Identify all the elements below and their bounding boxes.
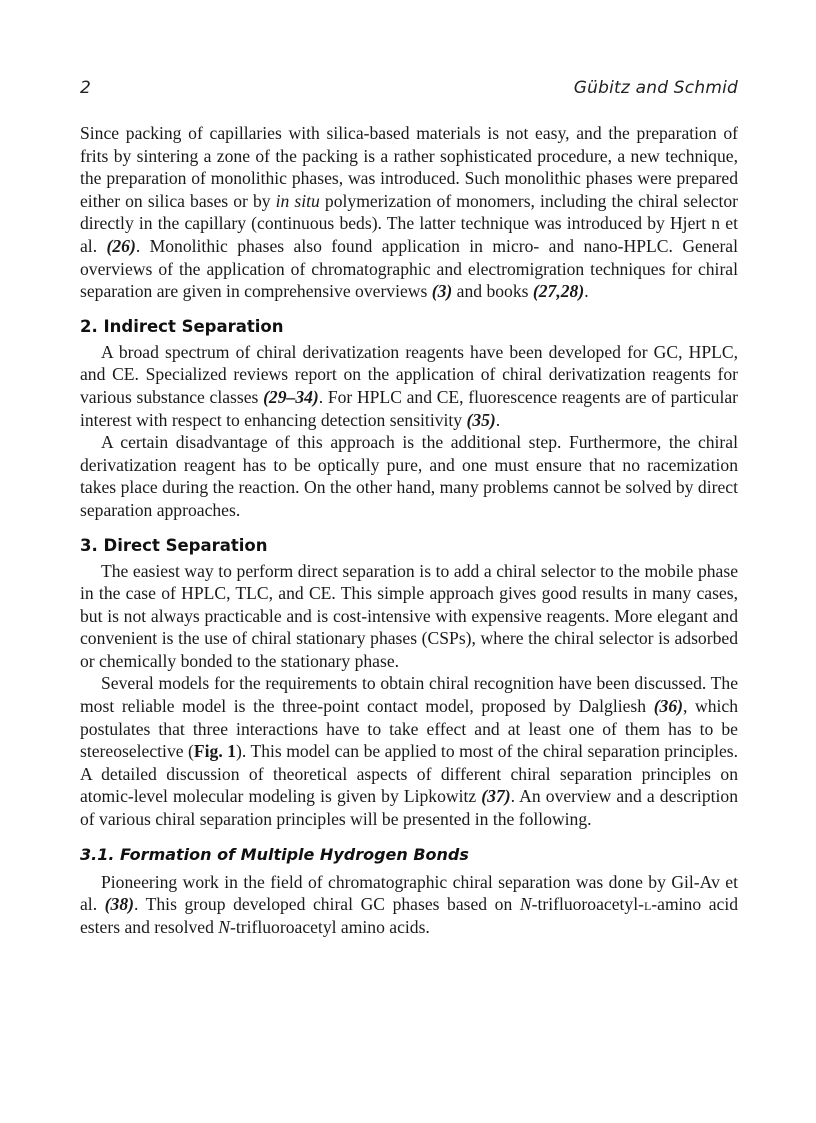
text-run: . Monolithic phases also found application in micro- and nano-HPLC. General overviews of the application of chromatographic and electromigration techniques for chiral separation are given in comprehensive overviews bbox=[80, 235, 738, 302]
text-run: polymerization of monomers, including the chiral selector directly in the capillary (continuous beds). The latter technique was introduced by Hjert n et al. bbox=[80, 190, 738, 256]
citation-ref: (27,28) bbox=[532, 281, 585, 302]
figure-ref: Fig. 1 bbox=[193, 741, 237, 762]
text-run: ). This model can be applied to most of the chiral separation principles. A detailed discussion of theoretical aspects of different chiral separation principles on atomic-level molecular modeling is given by Lipkowitz bbox=[80, 741, 739, 807]
text-run: . bbox=[495, 409, 501, 430]
subsection-heading-hydrogen-bonds: 3.1. Formation of Multiple Hydrogen Bonds bbox=[80, 844, 469, 864]
text-run: A broad spectrum of chiral derivatization reagents have been developed for GC, HPLC, and CE. Specialized reviews report on the application of chiral derivatization reagents for various substance classes bbox=[80, 341, 738, 407]
citation-ref: (37) bbox=[481, 786, 511, 807]
text-run: Several models for the requirements to obtain chiral recognition have been discussed. The most reliable model is the three-point contact model, proposed by Dalgliesh bbox=[80, 673, 738, 717]
section3-paragraph-2 bbox=[80, 672, 738, 830]
intro-paragraph bbox=[80, 122, 738, 303]
citation-ref: (38) bbox=[104, 894, 134, 915]
running-header bbox=[80, 78, 738, 106]
text-run: and books bbox=[452, 281, 533, 302]
document-page bbox=[80, 78, 738, 938]
citation-ref: (3) bbox=[431, 281, 453, 302]
text-run: . This group developed chiral GC phases based on bbox=[133, 894, 520, 915]
text-run: Since packing of capillaries with silica-based materials is not easy, and the preparation of frits by sintering a zone of the packing is a rather sophisticated procedure, a new technique, the preparation of monolithic phases, was introduced. Such monolithic phases were prepared either on silica bases or by bbox=[80, 123, 738, 211]
section2-paragraph-2: A certain disadvantage of this approach is the additional step. Furthermore, the chiral derivatization reagent has to be optically pure, and one must ensure that no racemization takes place during the reaction. On the other hand, many problems cannot be solved by direct separation approaches. bbox=[80, 432, 738, 520]
text-run: . bbox=[584, 281, 589, 302]
running-title: Gübitz and Schmid bbox=[573, 78, 738, 98]
text-run: -trifluoroacetyl- bbox=[531, 894, 644, 915]
italic-term: N bbox=[519, 894, 532, 915]
citation-ref: (35) bbox=[466, 409, 496, 430]
body-text bbox=[80, 122, 738, 938]
section2-paragraph-1 bbox=[80, 341, 738, 431]
text-run: , which postulates that three interactions have to take effect and at least one of them has to be stereoselective ( bbox=[80, 696, 738, 762]
citation-ref: (36) bbox=[653, 696, 683, 717]
text-run: . For HPLC and CE, fluorescence reagents are of particular interest with respect to enhancing detection sensitivity bbox=[80, 386, 738, 430]
section3-1-paragraph-1 bbox=[80, 871, 738, 939]
section-heading-direct-separation: 3. Direct Separation bbox=[80, 535, 268, 555]
section3-paragraph-1: The easiest way to perform direct separation is to add a chiral selector to the mobile phase in the case of HPLC, TLC, and CE. This simple approach gives good results in many cases, but is not always practicable and is cost-intensive with expensive reagents. More elegant and convenient is the use of chiral stationary phases (CSPs), where the chiral selector is adsorbed or chemically bonded to the stationary phase. bbox=[80, 560, 738, 671]
small-caps-term: l bbox=[643, 894, 652, 915]
page-number: 2 bbox=[80, 78, 91, 98]
text-run: Pioneering work in the field of chromatographic chiral separation was done by Gil-Av et al. bbox=[80, 871, 738, 915]
text-run: -amino acid esters and resolved bbox=[80, 894, 739, 937]
section-heading-indirect-separation: 2. Indirect Separation bbox=[80, 316, 284, 336]
italic-term: in situ bbox=[275, 190, 320, 211]
citation-ref: (26) bbox=[106, 235, 136, 256]
text-run: . An overview and a description of various chiral separation principles will be presented in the following. bbox=[80, 786, 738, 830]
italic-term: N bbox=[218, 916, 231, 937]
text-run: -trifluoroacetyl amino acids. bbox=[230, 916, 430, 937]
citation-ref: (29–34) bbox=[263, 386, 319, 407]
